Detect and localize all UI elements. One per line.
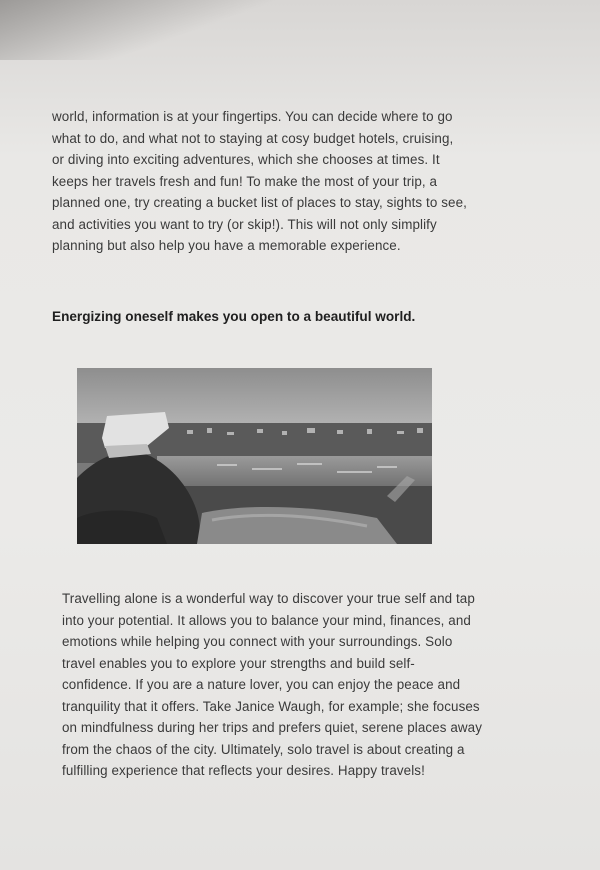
section-heading: Energizing oneself makes you open to a beautiful world. — [52, 309, 416, 324]
text-line: tranquility that it offers. Take Janice Waugh, for example; she focuses — [62, 698, 480, 714]
text-line: world, information is at your fingertips. You can decide where to go — [52, 109, 453, 124]
text-line: keeps her travels fresh and fun! To make the most of your trip, a — [52, 173, 438, 189]
text-line: into your potential. It allows you to balance your mind, finances, and — [62, 612, 471, 628]
text-line: fulfilling experience that reflects your desires. Happy travels! — [62, 763, 425, 778]
photo-traveller-overlooking-harbor — [77, 368, 432, 544]
text-line: planning but also help you have a memorable experience. — [52, 238, 401, 253]
text-line: Travelling alone is a wonderful way to discover your true self and tap — [62, 591, 475, 606]
paragraph-solo-travel — [62, 588, 517, 782]
page-shadow — [0, 0, 300, 60]
text-line: emotions while helping you connect with your surroundings. Solo — [62, 634, 453, 649]
text-line: and activities you want to try (or skip!). This will not only simplify — [52, 216, 437, 232]
text-line: confidence. If you are a nature lover, you can enjoy the peace and — [62, 677, 461, 692]
text-line: from the chaos of the city. Ultimately, solo travel is about creating a — [62, 741, 465, 757]
text-line: or diving into exciting adventures, which she chooses at times. It — [52, 152, 440, 167]
text-line: travel enables you to explore your strengths and build self- — [62, 655, 415, 671]
text-line: what to do, and what not to staying at cosy budget hotels, cruising, — [52, 130, 454, 146]
paragraph-intro — [52, 106, 512, 257]
text-line: planned one, try creating a bucket list of places to stay, sights to see, — [52, 195, 467, 210]
text-line: on mindfulness during her trips and prefers quiet, serene places away — [62, 720, 483, 735]
